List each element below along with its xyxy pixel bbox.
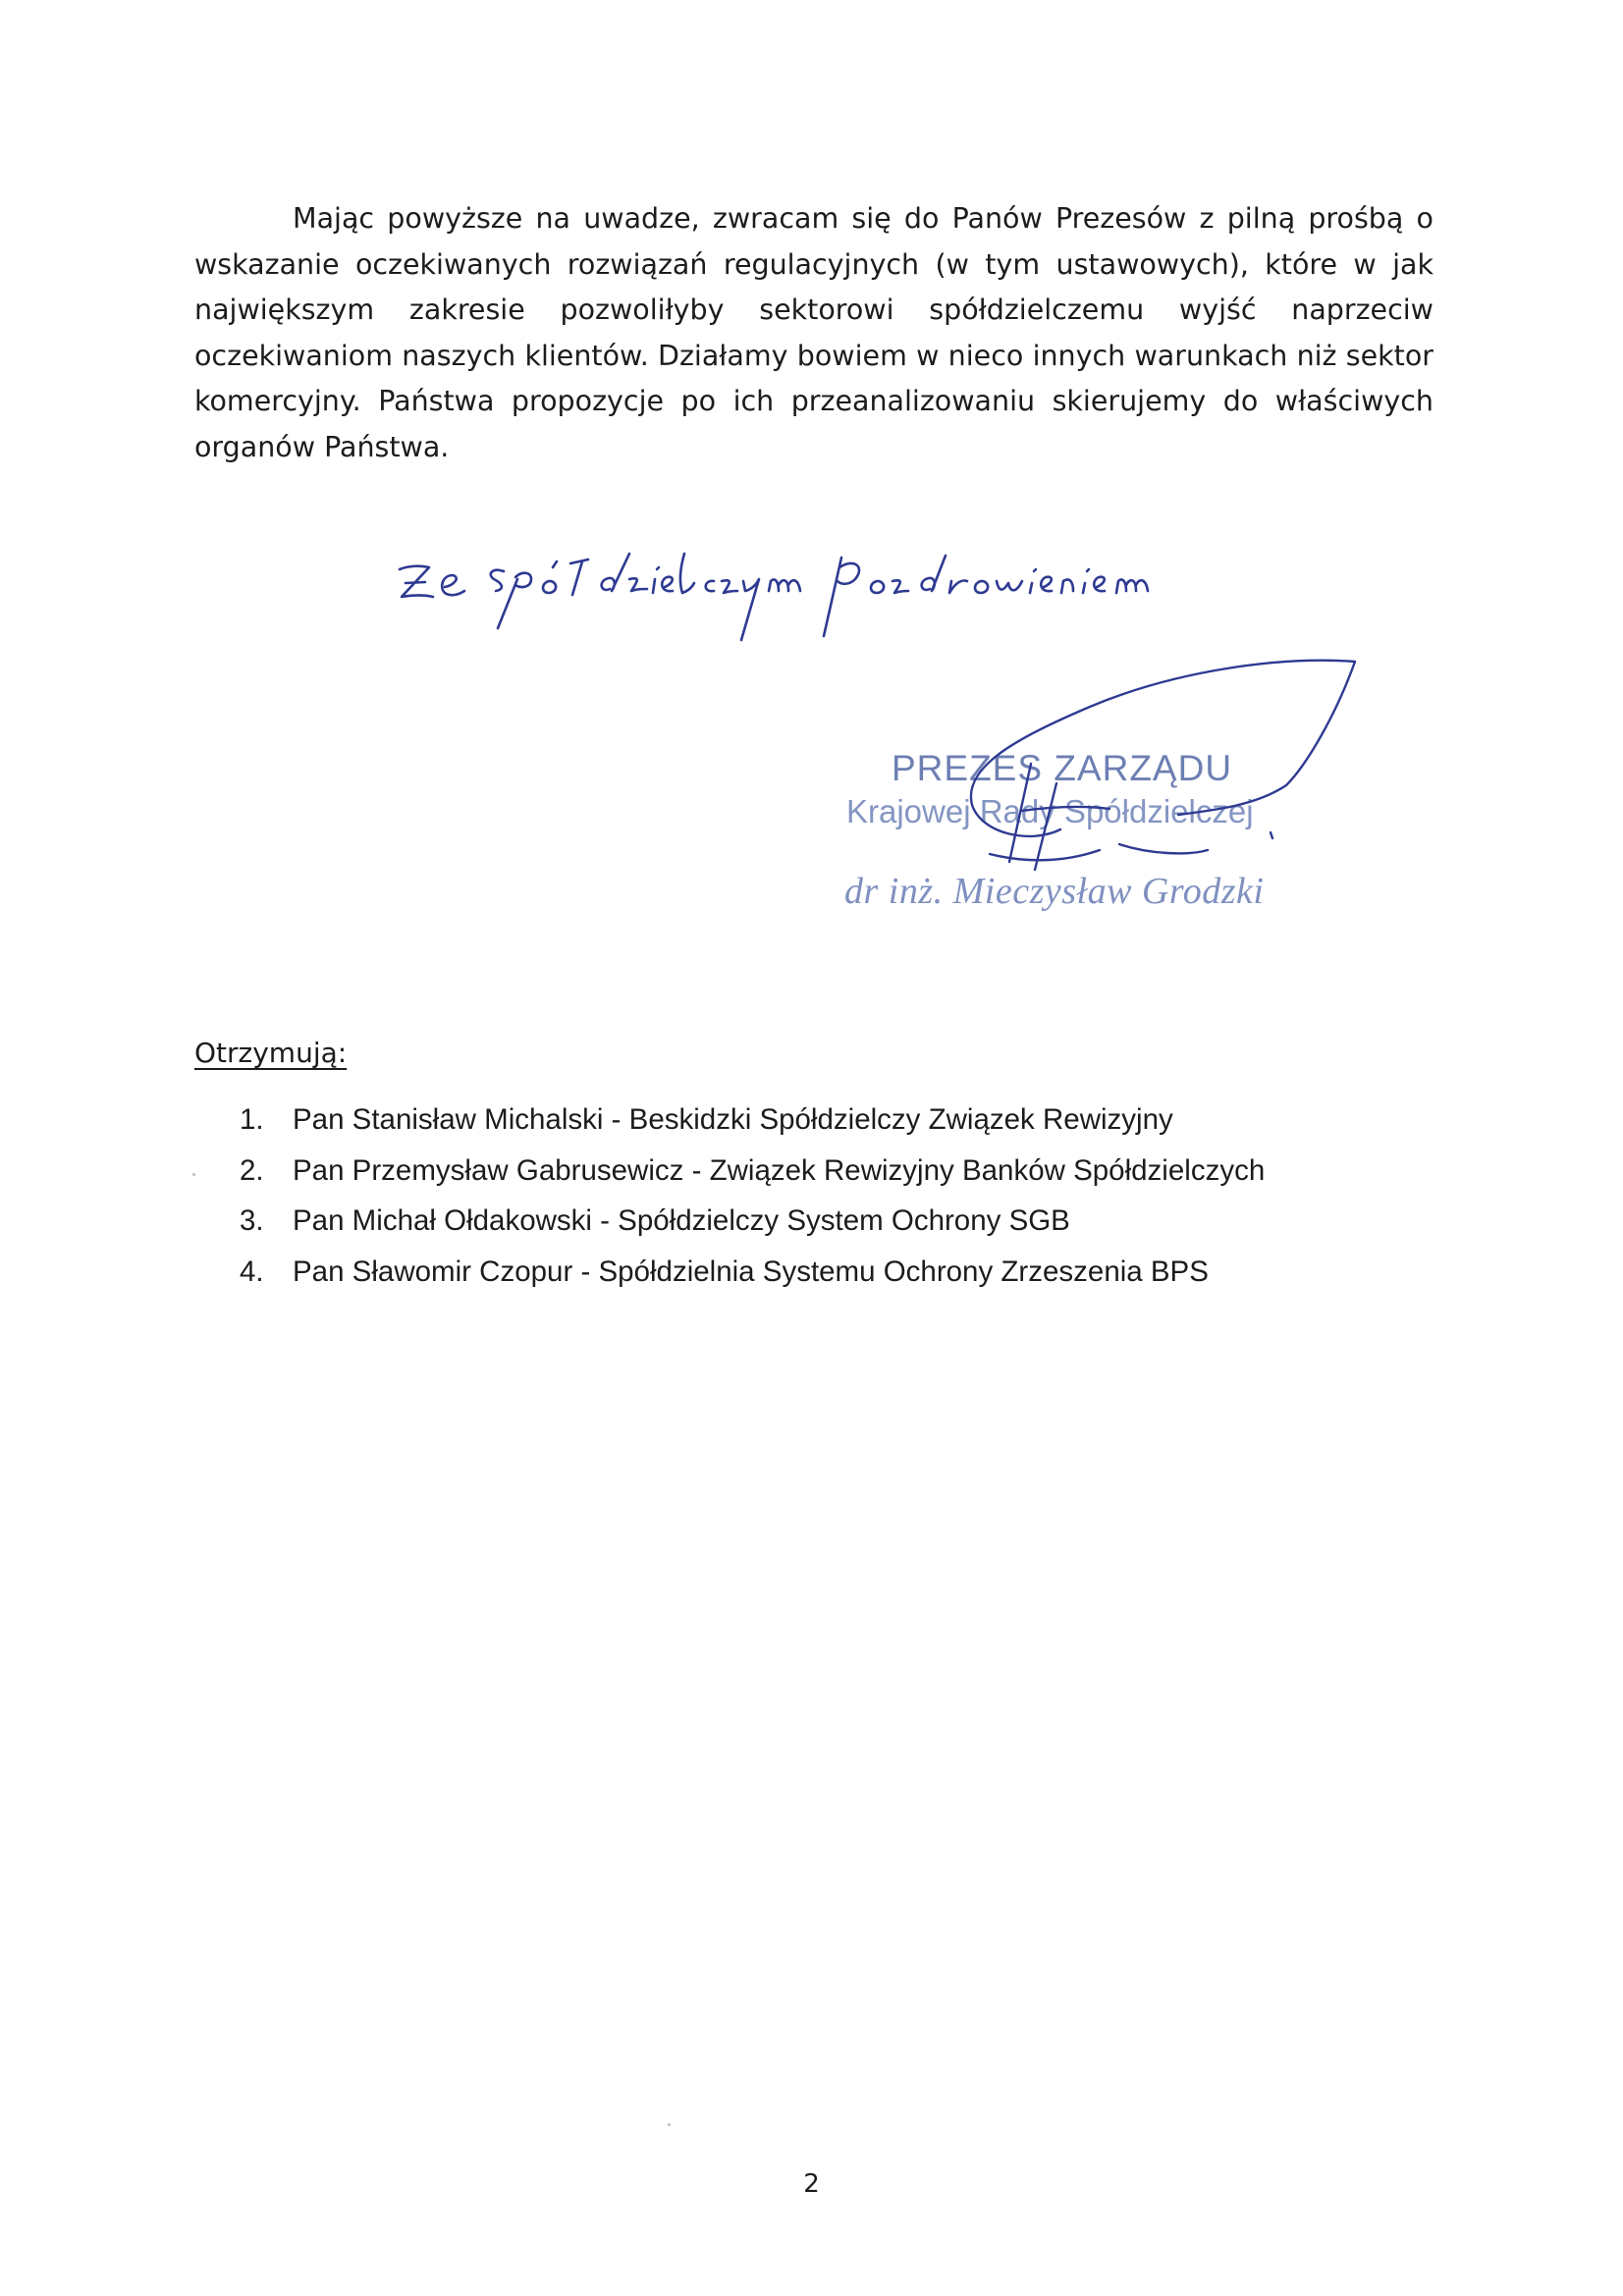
list-item <box>240 1153 1265 1204</box>
body-paragraph: Mając powyższe na uwadze, zwracam się do Panów Prezesów z pilną prośbą o wskazanie oczekiwanych rozwiązań regulacyjnych (w tym ustawowych), które w jak największym zakresie pozwoliłyby sektorowi spółdzielczemu wyjść naprzeciw oczekiwaniom naszych klientów. Działamy bowiem w nieco innych warunkach niż sektor komercyjny. Państwa propozycje po ich przeanalizowaniu skierujemy do właściwych organów Państwa. <box>194 202 1434 463</box>
list-item <box>240 1102 1265 1153</box>
recipients-heading: Otrzymują: <box>194 1037 348 1069</box>
list-item-text: Pan Stanisław Michalski - Beskidzki Spółdzielczy Związek Rewizyjny <box>293 1103 1173 1136</box>
list-item <box>240 1203 1265 1255</box>
list-item-number: 1. <box>240 1103 264 1136</box>
scan-speck <box>668 2123 671 2126</box>
recipients-list <box>240 1102 1265 1305</box>
stamp-organization: Krajowej Rady Spółdzielczej <box>846 793 1254 829</box>
list-item <box>240 1255 1265 1306</box>
handwritten-closing <box>388 538 1350 646</box>
stamp-title: PREZES ZARZĄDU <box>892 748 1233 788</box>
scan-speck <box>192 1173 195 1176</box>
list-item-number: 3. <box>240 1204 264 1237</box>
official-stamp <box>842 658 1392 942</box>
list-item-number: 2. <box>240 1153 264 1187</box>
list-item-text: Pan Przemysław Gabrusewicz - Związek Rewizyjny Banków Spółdzielczych <box>293 1153 1266 1187</box>
list-item-number: 4. <box>240 1255 264 1288</box>
page-number: 2 <box>803 2169 820 2199</box>
stamp-name: dr inż. Mieczysław Grodzki <box>844 871 1265 912</box>
list-item-text: Pan Sławomir Czopur - Spółdzielnia Systemu Ochrony Zrzeszenia BPS <box>293 1255 1209 1288</box>
list-item-text: Pan Michał Ołdakowski - Spółdzielczy System Ochrony SGB <box>293 1204 1070 1237</box>
